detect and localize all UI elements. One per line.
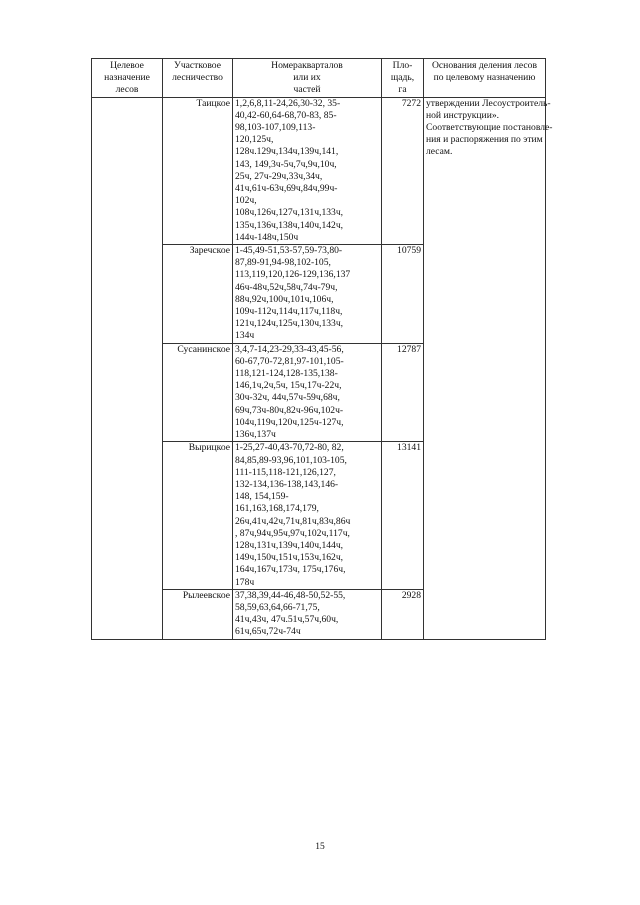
forestry-name: Таицкое [163, 97, 233, 244]
basis-cell: утверждении Лесоустроитель- ной инструкции». Соответствующие постановле- ния и распоряжения по этим лесам. [424, 97, 546, 639]
forestry-name: Рылеевское [163, 589, 233, 639]
area-value: 13141 [382, 442, 424, 589]
table-header-row [92, 59, 546, 98]
header-forestry: Участковое лесничество [163, 59, 233, 98]
block-numbers: 1-25,27-40,43-70,72-80, 82, 84,85,89-93,96,101,103-105, 111-115,118-121,126,127, 132-134,136-138,143,146- 148, 154,159- 161,163,168,174,179, 26ч,41ч,42ч,71ч,81ч,83ч,86ч , 87ч,94ч,95ч,97ч,102ч,117ч, 128ч,131ч,139ч,140ч,144ч, 149ч,150ч,151ч,153ч,162ч, 164ч,167ч,173ч, 175ч,176ч, 178ч [233, 442, 382, 589]
purpose-cell [92, 97, 163, 639]
block-numbers: 37,38,39,44-46,48-50,52-55, 58,59,63,64,66-71,75, 41ч,43ч, 47ч.51ч,57ч,60ч, 61ч,65ч,72ч-74ч [233, 589, 382, 639]
header-purpose: Целевое назначение лесов [92, 59, 163, 98]
block-numbers: 1-45,49-51,53-57,59-73,80- 87,89-91,94-98,102-105, 113,119,120,126-129,136,137 46ч-48ч,52ч,58ч,74ч-79ч, 88ч,92ч,100ч,101ч,106ч, 109ч-112ч,114ч,117ч,118ч, 121ч,124ч,125ч,130ч,133ч, 134ч [233, 245, 382, 344]
header-blocks: Номеракварталов или их частей [233, 59, 382, 98]
forest-designation-table [91, 58, 553, 640]
header-basis: Основания деления лесов по целевому назначению [424, 59, 546, 98]
forestry-name: Заречское [163, 245, 233, 344]
forestry-name: Сусанинское [163, 343, 233, 442]
area-value: 12787 [382, 343, 424, 442]
forestry-name: Вырицкое [163, 442, 233, 589]
block-numbers: 3,4,7-14,23-29,33-43,45-56, 60-67,70-72,81,97-101,105- 118,121-124,128-135,138- 146,1ч,2ч,5ч, 15ч,17ч-22ч, 30ч-32ч, 44ч,57ч-59ч,68ч, 69ч,73ч-80ч,82ч-96ч,102ч- 104ч,119ч,120ч,125ч-127ч, 136ч,137ч [233, 343, 382, 442]
page-number: 15 [315, 842, 325, 852]
block-numbers: 1,2,6,8,11-24,26,30-32, 35- 40,42-60,64-68,70-83, 85- 98,103-107,109,113- 120,125ч, 128ч.129ч,134ч,139ч,141, 143, 149,3ч-5ч,7ч,9ч,10ч, 25ч, 27ч-29ч,33ч,34ч, 41ч,61ч-63ч,69ч,84ч,99ч- 102ч, 108ч,126ч,127ч,131ч,133ч, 135ч,136ч,138ч,140ч,142ч, 144ч-148ч,150ч [233, 97, 382, 244]
header-area: Пло- щадь, га [382, 59, 424, 98]
area-value: 2928 [382, 589, 424, 639]
area-value: 10759 [382, 245, 424, 344]
area-value: 7272 [382, 97, 424, 244]
table-row [92, 97, 546, 244]
